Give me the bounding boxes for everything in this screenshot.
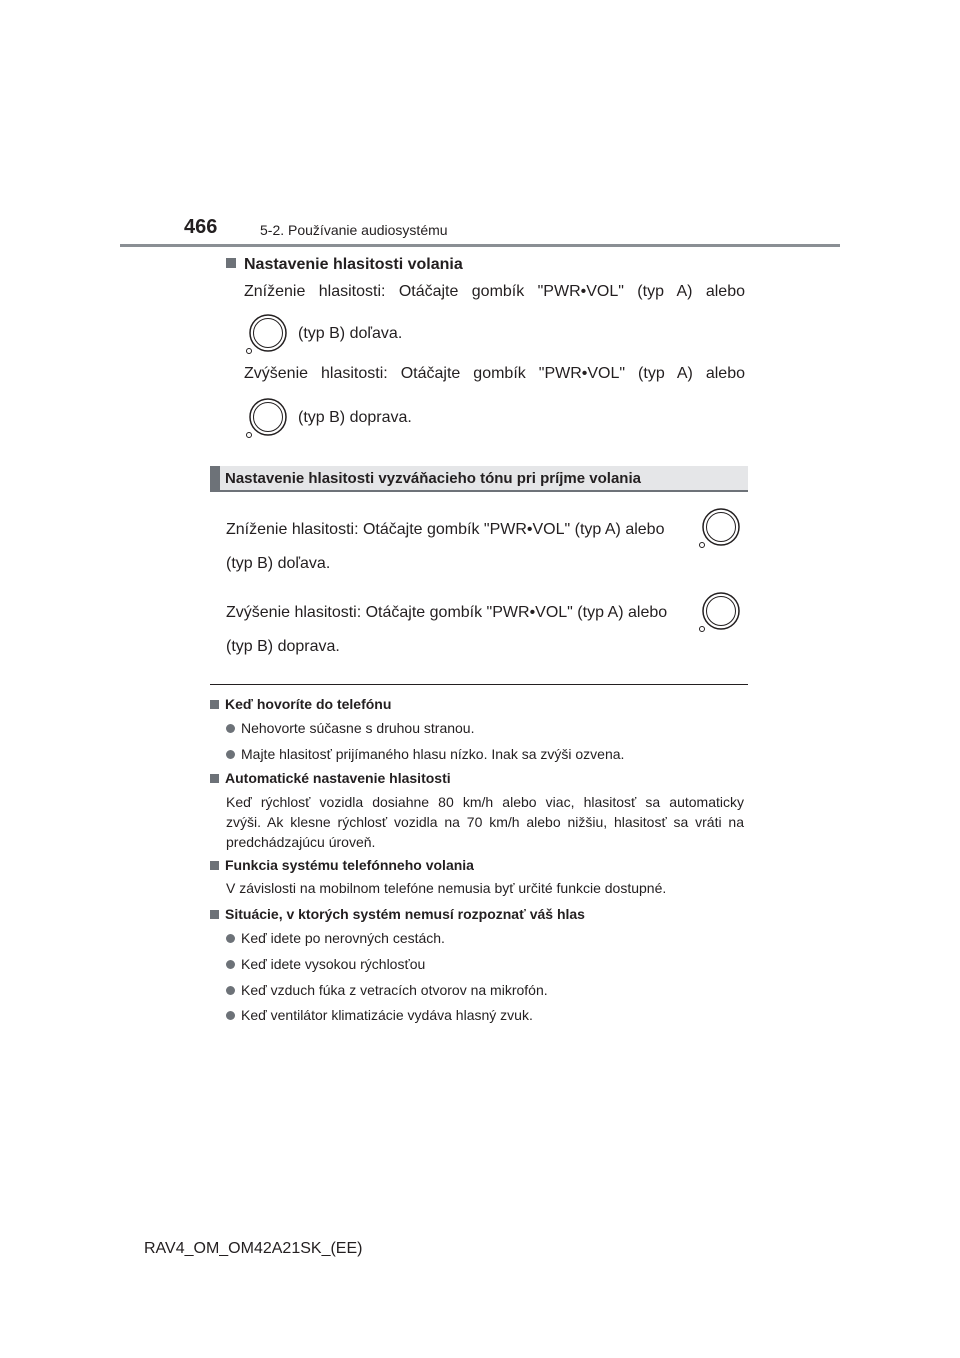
ringtone-increase-line1: Zvýšenie hlasitosti: Otáčajte gombík "PWR•VOL" (typ A) alebo <box>226 604 668 621</box>
note-call-function-text: V závislosti na mobilnom telefóne nemusia byť určité funkcie dostupné. <box>226 880 667 896</box>
volume-knob-icon <box>697 506 741 550</box>
list-item: Nehovorte súčasne s druhou stranou. <box>226 718 474 738</box>
list-item: Keď idete vysokou rýchlosťou <box>226 954 425 974</box>
volume-section-title: Nastavenie hlasitosti volania <box>226 256 463 274</box>
square-bullet-icon <box>226 258 236 268</box>
volume-increase-line2: (typ B) doprava. <box>298 409 412 426</box>
ringtone-decrease-line2: (typ B) doľava. <box>226 555 331 572</box>
volume-decrease-line2: (typ B) doľava. <box>298 325 403 342</box>
note-call-function-title: Funkcia systému telefónneho volania <box>210 857 474 873</box>
volume-increase-line1: Zvýšenie hlasitosti: Otáčajte gombík "PWR•VOL" (typ A) alebo <box>244 365 745 382</box>
list-item: Keď ventilátor klimatizácie vydáva hlasný zvuk. <box>226 1005 533 1025</box>
list-item: Keď idete po nerovných cestách. <box>226 928 445 948</box>
bullet-icon <box>226 960 235 969</box>
square-bullet-icon <box>210 774 219 783</box>
bullet-icon <box>226 724 235 733</box>
ringtone-increase-line2: (typ B) doprava. <box>226 638 340 655</box>
note-speaking-title: Keď hovoríte do telefónu <box>210 696 391 712</box>
volume-knob-icon <box>697 590 741 634</box>
document-code: RAV4_OM_OM42A21SK_(EE) <box>144 1240 363 1257</box>
note-recognition-title: Situácie, v ktorých systém nemusí rozpoznať váš hlas <box>210 906 585 922</box>
square-bullet-icon <box>210 861 219 870</box>
bullet-icon <box>226 750 235 759</box>
section-title: 5-2. Používanie audiosystému <box>260 222 448 238</box>
ringtone-decrease-line1: Zníženie hlasitosti: Otáčajte gombík "PWR•VOL" (typ A) alebo <box>226 521 665 538</box>
square-bullet-icon <box>210 910 219 919</box>
note-auto-volume-line2: zvýši. Ak klesne rýchlosť vozidla na 70 km/h alebo nižšiu, hlasitosť sa vráti na <box>226 814 744 830</box>
bullet-icon <box>226 1011 235 1020</box>
volume-knob-icon <box>244 396 288 440</box>
ringtone-section-heading: Nastavenie hlasitosti vyzváňacieho tónu pri príjme volania <box>210 466 748 492</box>
notes-divider <box>210 684 748 685</box>
list-item: Majte hlasitosť prijímaného hlasu nízko. Inak sa zvýši ozvena. <box>226 744 624 764</box>
header-divider <box>120 244 840 247</box>
page-number: 466 <box>184 216 218 238</box>
note-auto-volume-title: Automatické nastavenie hlasitosti <box>210 770 451 786</box>
note-auto-volume-line1: Keď rýchlosť vozidla dosiahne 80 km/h alebo viac, hlasitosť sa automaticky <box>226 794 744 810</box>
note-auto-volume-line3: predchádzajúcu úroveň. <box>226 834 376 850</box>
bullet-icon <box>226 934 235 943</box>
volume-decrease-line1: Zníženie hlasitosti: Otáčajte gombík "PWR•VOL" (typ A) alebo <box>244 283 745 300</box>
volume-knob-icon <box>244 312 288 356</box>
list-item: Keď vzduch fúka z vetracích otvorov na mikrofón. <box>226 980 548 1000</box>
bullet-icon <box>226 986 235 995</box>
square-bullet-icon <box>210 700 219 709</box>
